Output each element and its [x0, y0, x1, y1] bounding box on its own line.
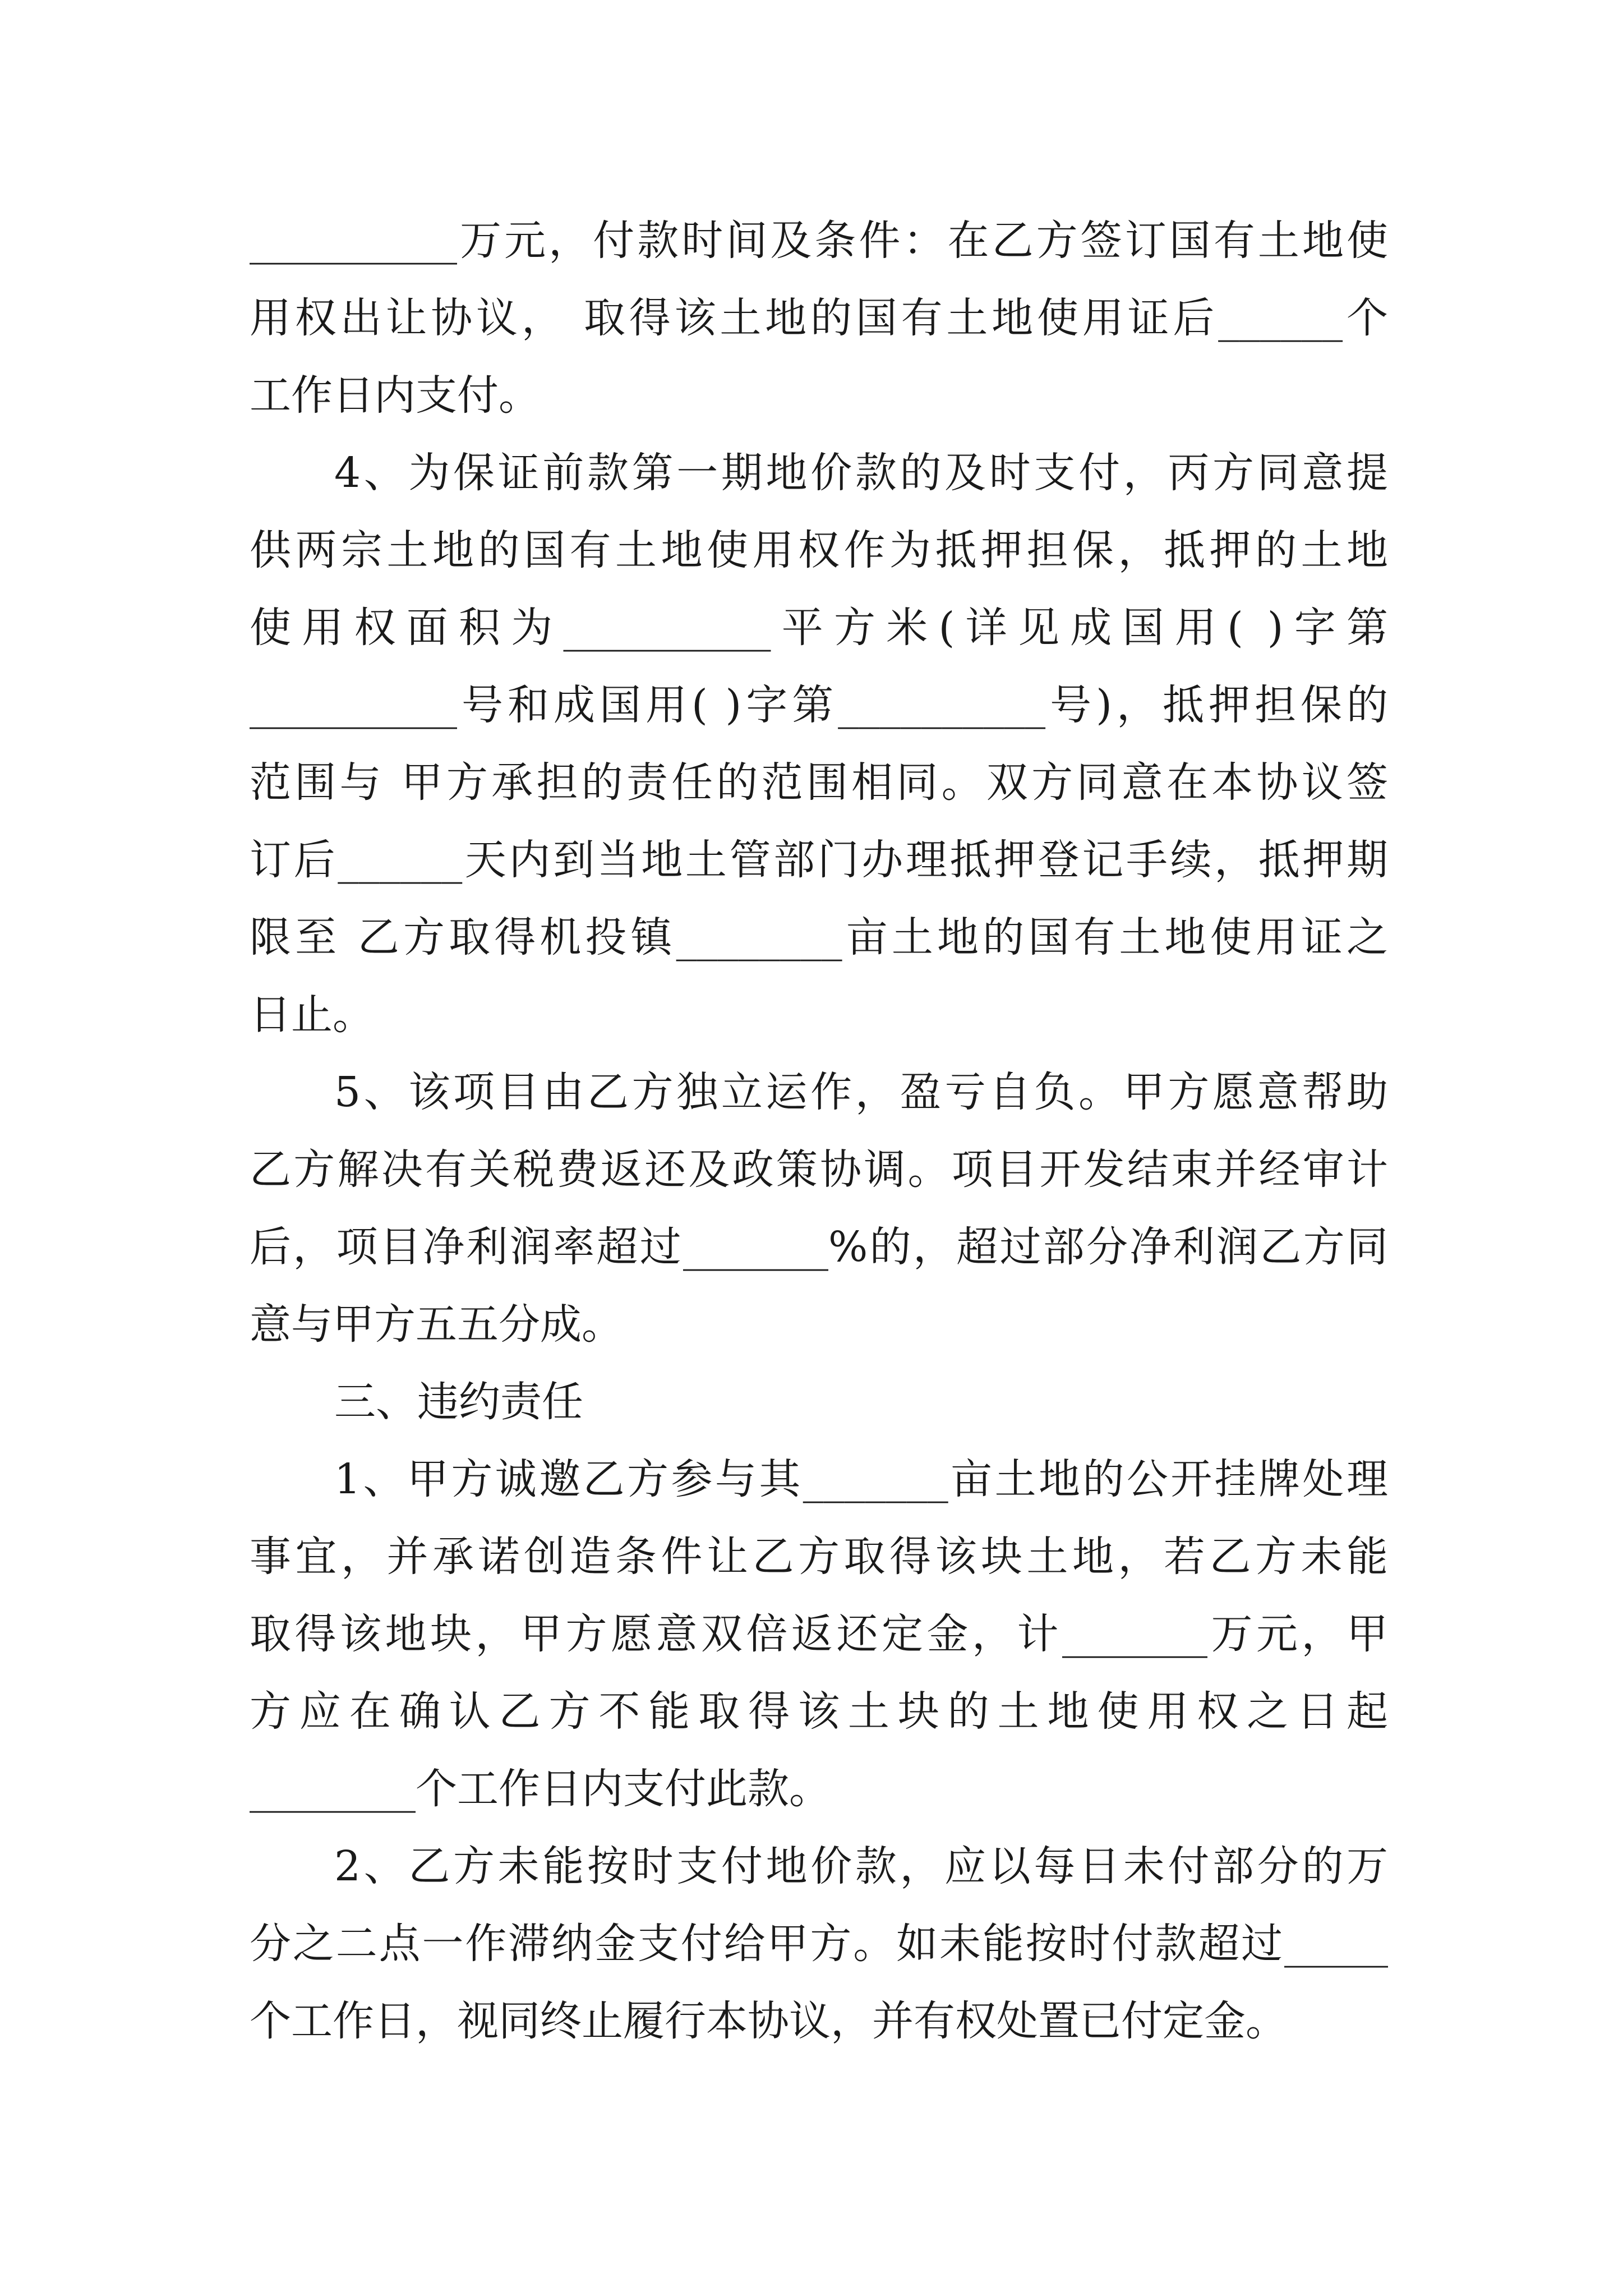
- text-line: 工作日内支付。: [250, 371, 540, 420]
- text-line: 使用权面积为__________平方米(详见成国用( )字第: [250, 604, 1388, 652]
- text-line: 订后______天内到当地土管部门办理抵押登记手续，抵押期: [250, 836, 1388, 884]
- text-line: 1、甲方诚邀乙方参与其_______亩土地的公开挂牌处理: [334, 1455, 1388, 1503]
- text-line: 方应在确认乙方不能取得该土块的土地使用权之日起: [250, 1687, 1388, 1736]
- text-line: 后，项目净利润率超过_______%的，超过部分净利润乙方同: [250, 1223, 1388, 1271]
- text-line: 事宜，并承诺创造条件让乙方取得该块土地，若乙方未能: [250, 1533, 1388, 1581]
- text-line: 限至 乙方取得机投镇________亩土地的国有土地使用证之: [250, 913, 1388, 961]
- text-line: ________个工作日内支付此款。: [250, 1765, 831, 1813]
- text-line: 取得该地块，甲方愿意双倍返还定金，计_______万元，甲: [250, 1610, 1388, 1658]
- text-line: 个工作日，视同终止履行本协议，并有权处置已付定金。: [250, 1997, 1287, 2045]
- text-line: 意与甲方五五分成。: [250, 1300, 623, 1349]
- text-line: 4、为保证前款第一期地价款的及时支付，丙方同意提: [334, 449, 1388, 497]
- text-line: 分之二点一作滞纳金支付给甲方。如未能按时付款超过_____: [250, 1920, 1388, 1968]
- section-heading: 三、违约责任: [334, 1378, 583, 1426]
- text-line: 2、乙方未能按时支付地价款，应以每日未付部分的万: [334, 1842, 1388, 1890]
- text-line: 日止。: [250, 991, 374, 1039]
- text-line: __________万元，付款时间及条件：在乙方签订国有土地使: [250, 217, 1388, 265]
- text-line: 范围与 甲方承担的责任的范围相同。双方同意在本协议签: [250, 758, 1388, 807]
- text-line: 供两宗土地的国有土地使用权作为抵押担保，抵押的土地: [250, 526, 1388, 574]
- text-line: 乙方解决有关税费返还及政策协调。项目开发结束并经审计: [250, 1145, 1388, 1194]
- text-line: __________号和成国用( )字第__________号)，抵押担保的: [250, 681, 1388, 729]
- text-line: 5、该项目由乙方独立运作，盈亏自负。甲方愿意帮助: [334, 1068, 1388, 1116]
- text-line: 用权出让协议， 取得该土地的国有土地使用证后______个: [250, 294, 1388, 342]
